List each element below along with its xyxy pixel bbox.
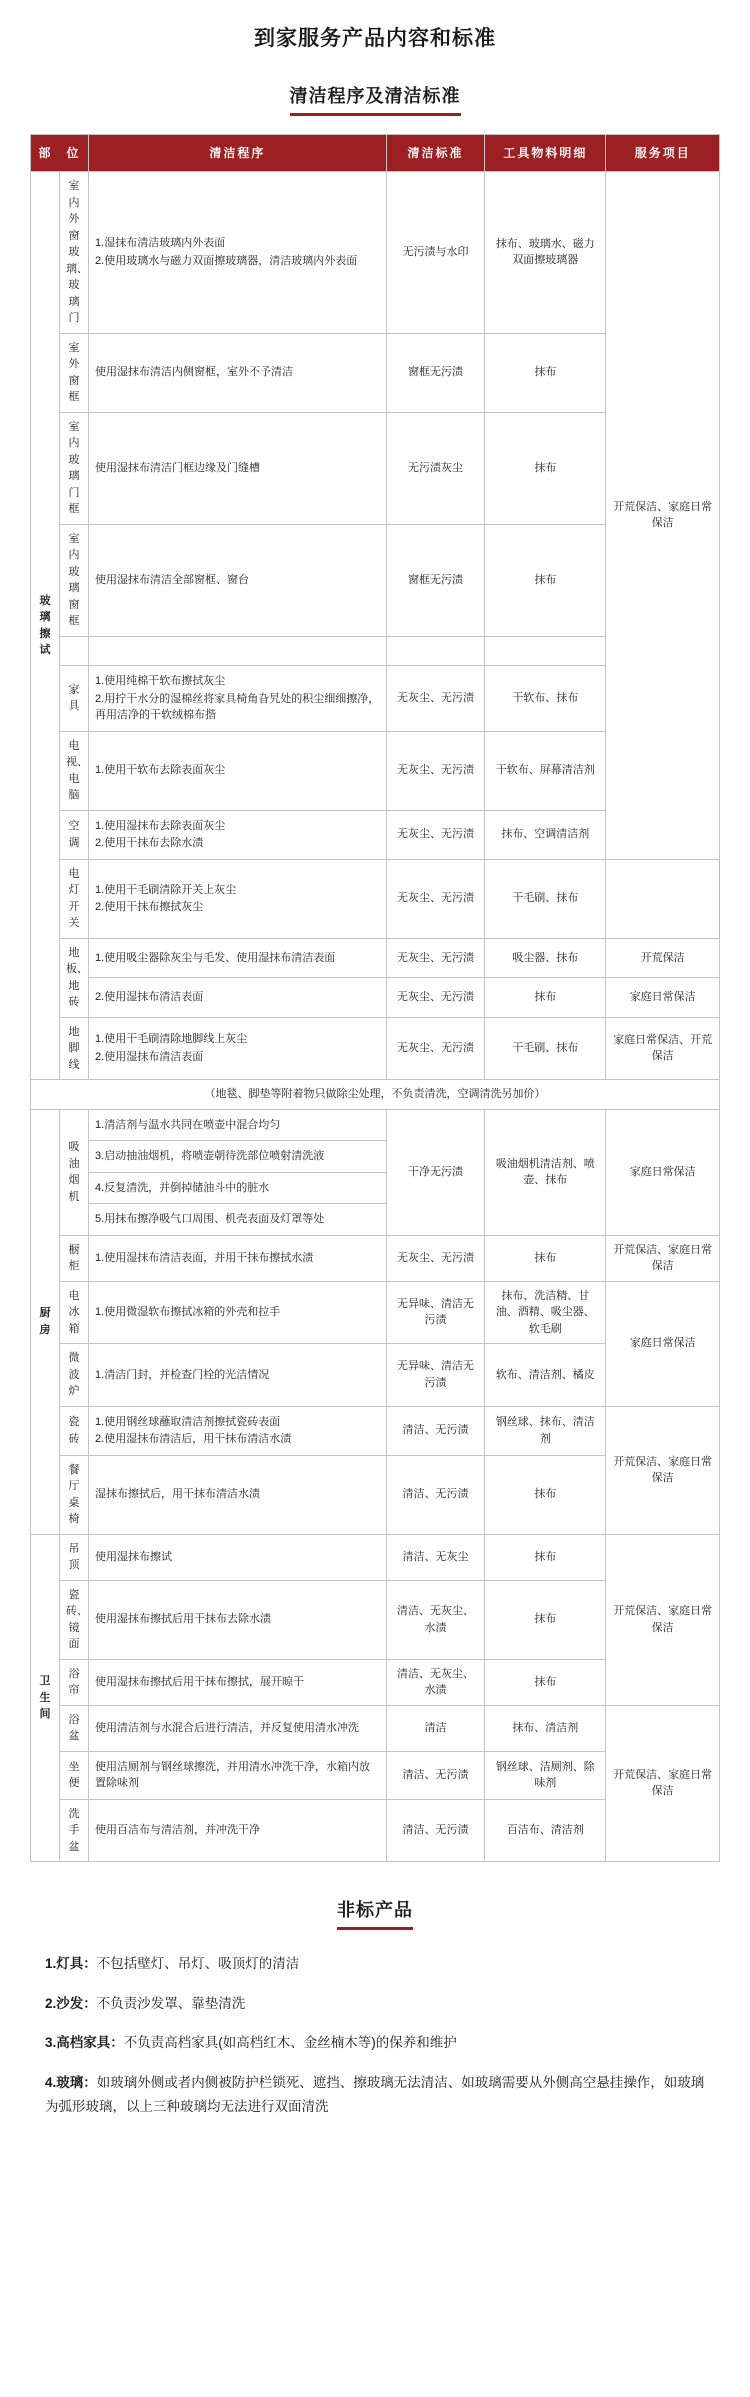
proc-line: 5.用抹布擦净吸气口周围、机壳表面及灯罩等处 [95,1213,325,1225]
table-row [31,1534,720,1580]
cell-item: 瓷砖、镜面 [60,1580,89,1659]
cell-service: 家庭日常保洁 [606,978,720,1018]
cell-standard: 清洁、无灰尘、水渍 [386,1580,484,1659]
cell-procedure [89,1344,387,1407]
list-item-label: 1.灯具： [45,1956,97,1971]
cell-procedure [89,859,387,938]
cell-tools: 抹布 [485,1455,606,1534]
proc-line: 1.使用干软布去除表面灰尘 [95,764,226,777]
list-item-label: 2.沙发： [45,1995,97,2011]
list-item-label: 3.高档家具： [45,2035,124,2051]
cell-item: 吊顶 [60,1534,89,1580]
cell-service: 开荒保洁、家庭日常保洁 [606,1705,720,1862]
cell-standard: 无污渍灰尘 [386,412,484,524]
list-item [45,2071,705,2118]
cell-standard: 清洁 [386,1705,484,1751]
cell-procedure [89,810,387,859]
cell-procedure [89,978,387,1018]
list-item-label: 4.玻璃： [45,2074,97,2090]
cell-item [60,636,89,666]
list-item-text: 如玻璃外侧或者内侧被防护栏锁死、遮挡、擦玻璃无法清洁、如玻璃需要从外侧高空悬挂操作，如玻璃为弧形玻璃，以上三种玻璃均无法进行双面清洗 [45,2074,705,2114]
cell-service: 开荒保洁、家庭日常保洁 [606,1406,720,1534]
proc-line: 2.使用干抹布去除水渍 [95,837,204,849]
proc-line: 1.使用吸尘器除灰尘与毛发、使用湿抹布清洁表面 [95,951,336,964]
table-row [31,978,720,1018]
table-row [31,1406,720,1455]
cell-tools: 抹布 [485,1580,606,1659]
cell-item: 餐厅桌椅 [60,1455,89,1534]
cell-tools [485,636,606,666]
cell-item: 浴盆 [60,1705,89,1751]
cell-procedure [89,1534,387,1580]
table-row [31,1705,720,1751]
cell-procedure [89,1705,387,1751]
proc-line: 使用湿抹布擦拭后用干抹布擦拭，展开晾干 [95,1675,305,1688]
cell-service: 开荒保洁、家庭日常保洁 [606,172,720,860]
cell-item: 室内玻璃门框 [60,412,89,524]
cell-standard: 清洁、无污渍 [386,1751,484,1799]
proc-line: 使用湿抹布清洁门框边缘及门缝槽 [95,461,261,474]
cell-procedure [89,1172,387,1204]
proc-line: 1.使用湿抹布清洁表面，并用干抹布擦拭水渍 [95,1251,314,1264]
cell-tools: 抹布 [485,1659,606,1705]
cell-tools: 抹布 [485,1235,606,1281]
proc-line: 1.使用钢丝球蘸取清洁剂擦拭瓷砖表面 [95,1415,281,1428]
proc-line: 使用洁厕剂与钢丝球擦洗，并用清水冲洗干净，水箱内放置除味剂 [95,1760,371,1789]
list-item [45,2031,705,2055]
page-title: 到家服务产品内容和标准 [254,27,496,50]
proc-line: 3.启动抽油烟机，将喷壶朝待洗部位喷射清洗液 [95,1150,325,1162]
cell-procedure [89,731,387,810]
proc-line: 使用湿抹布擦试 [95,1550,173,1563]
cell-service: 家庭日常保洁 [606,1109,720,1235]
cell-procedure [89,1659,387,1705]
list-item [45,1992,705,2016]
table-row [31,1235,720,1281]
cell-item: 室内玻璃窗框 [60,524,89,636]
cell-tools: 抹布 [485,978,606,1018]
table-row [31,1017,720,1080]
table-header-row [31,135,720,172]
nonstandard-list [45,1952,705,2174]
header-part: 部 位 [31,135,89,172]
cell-tools: 干毛刷、抹布 [485,859,606,938]
cell-tools: 干软布、屏幕清洁剂 [485,731,606,810]
table-row [31,938,720,978]
cell-standard: 无灰尘、无污渍 [386,859,484,938]
cell-standard: 无污渍与水印 [386,172,484,334]
cell-item: 坐便 [60,1751,89,1799]
cell-tools: 抹布 [485,412,606,524]
note-text: （地毯、脚垫等附着物只做除尘处理，不负责清洗，空调清洗另加价） [31,1080,720,1110]
cell-standard: 清洁、无灰尘、水渍 [386,1659,484,1705]
cell-tools: 百洁布、清洁剂 [485,1799,606,1862]
header-standard: 清洁标准 [386,135,484,172]
cell-tools: 抹布、玻璃水、磁力双面擦玻璃器 [485,172,606,334]
proc-line: 2.使用湿抹布清洁后，用干抹布清洁水渍 [95,1433,292,1445]
header-tools: 工具物料明细 [485,135,606,172]
cell-service: 开荒保洁、家庭日常保洁 [606,1235,720,1281]
cell-tools: 干毛刷、抹布 [485,1017,606,1080]
cleaning-standards-table [30,134,720,1862]
cell-procedure [89,1799,387,1862]
proc-line: 2.使用湿抹布清洁表面 [95,1050,204,1063]
cell-service: 开荒保洁 [606,938,720,978]
proc-line: 使用湿抹布清洁内侧窗框，室外不予清洁 [95,366,294,379]
proc-line: 2.使用湿抹布清洁表面 [95,991,204,1003]
cell-standard: 无灰尘、无污渍 [386,731,484,810]
header-service: 服务项目 [606,135,720,172]
proc-line: 1.清洁门封，并检查门栓的光洁情况 [95,1368,270,1381]
cell-procedure [89,412,387,524]
cell-item: 室外窗框 [60,333,89,412]
cell-procedure [89,1141,387,1173]
cell-procedure [89,172,387,334]
cell-item: 家具 [60,666,89,732]
cell-standard: 窗框无污渍 [386,333,484,412]
cell-item: 电灯开关 [60,859,89,938]
proc-line: 使用湿抹布清洁全部窗框、窗台 [95,573,250,586]
table-row [31,172,720,334]
cell-standard: 清洁、无污渍 [386,1799,484,1862]
proc-line: 湿抹布擦拭后，用干抹布清洁水渍 [95,1488,261,1501]
cell-tools: 吸尘器、抹布 [485,938,606,978]
cell-tools: 钢丝球、洁厕剂、除味剂 [485,1751,606,1799]
list-item-text: 不包括壁灯、吊灯、吸顶灯的清洁 [96,1956,300,1971]
cell-item: 洗手盆 [60,1799,89,1862]
cell-procedure [89,1109,387,1141]
cell-item: 室内外窗玻璃、玻璃门 [60,172,89,334]
cell-procedure [89,938,387,978]
cell-tools: 吸油烟机清洁剂、喷壶、抹布 [485,1109,606,1235]
proc-line: 1.使用微湿软布擦拭冰箱的外壳和拉手 [95,1306,281,1318]
section-title-cleaning [0,82,750,116]
list-item [45,1952,705,1976]
cell-standard [386,636,484,666]
cell-tools: 钢丝球、抹布、清洁剂 [485,1406,606,1455]
cell-procedure [89,666,387,732]
cell-part: 卫生间 [31,1534,60,1862]
section-title-nonstandard [0,1896,750,1930]
cell-standard: 窗框无污渍 [386,524,484,636]
cell-standard: 清洁、无污渍 [386,1455,484,1534]
cell-procedure [89,333,387,412]
proc-line: 1.使用干毛刷清除开关上灰尘 [95,883,237,896]
cell-item: 电视、电脑 [60,731,89,810]
cell-procedure [89,1204,387,1236]
cell-procedure [89,636,387,666]
cell-standard: 无灰尘、无污渍 [386,938,484,978]
cell-procedure [89,1406,387,1455]
nonstandard-title-text: 非标产品 [337,1896,413,1930]
cell-item: 地板、地砖 [60,938,89,1017]
cell-standard: 无灰尘、无污渍 [386,978,484,1018]
cell-item: 微波炉 [60,1344,89,1407]
list-item-text: 不负责沙发罩、靠垫清洗 [96,1995,246,2011]
cell-procedure [89,1580,387,1659]
list-item-text: 不负责高档家具(如高档红木、金丝楠木等)的保养和维护 [123,2035,457,2051]
cell-tools: 抹布 [485,1534,606,1580]
cell-procedure [89,1281,387,1344]
cell-standard: 无灰尘、无污渍 [386,810,484,859]
proc-line: 使用湿抹布擦拭后用干抹布去除水渍 [95,1613,272,1626]
proc-line: 1.使用干毛刷清除地脚线上灰尘 [95,1033,248,1046]
proc-line: 4.反复清洗，并倒掉储油斗中的脏水 [95,1181,270,1194]
cell-service: 家庭日常保洁、开荒保洁 [606,1017,720,1080]
cell-standard: 无异味、清洁无污渍 [386,1281,484,1344]
cell-standard: 无灰尘、无污渍 [386,666,484,732]
cell-item: 吸油烟机 [60,1109,89,1235]
cell-item: 地脚线 [60,1017,89,1080]
section-title-text: 清洁程序及清洁标准 [290,82,461,116]
proc-line: 2.使用玻璃水与磁力双面擦玻璃器，清洁玻璃内外表面 [95,254,358,267]
proc-line: 1.使用湿抹布去除表面灰尘 [95,819,226,832]
cell-tools: 抹布 [485,524,606,636]
cell-tools: 干软布、抹布 [485,666,606,732]
table-row [31,1281,720,1344]
proc-line: 2.用拧干水分的湿棉丝将家具椅角旮旯处的积尘细细擦净，再用洁净的干软绒棉布揩 [95,692,380,721]
proc-line: 2.使用干抹布擦拭灰尘 [95,901,204,913]
cell-procedure [89,1751,387,1799]
cell-item: 浴帘 [60,1659,89,1705]
cell-tools: 抹布、清洁剂 [485,1705,606,1751]
cell-part: 厨房 [31,1109,60,1534]
cell-service: 家庭日常保洁 [606,1281,720,1406]
cell-standard: 无灰尘、无污渍 [386,1017,484,1080]
cell-procedure [89,524,387,636]
cell-tools: 抹布、空调清洁剂 [485,810,606,859]
cell-item: 空调 [60,810,89,859]
table-row [31,1109,720,1141]
cell-tools: 抹布、洗洁精、甘油、酒精、吸尘器、软毛刷 [485,1281,606,1344]
proc-line: 使用百洁布与清洁剂，并冲洗干净 [95,1824,261,1836]
cell-tools: 抹布 [485,333,606,412]
header-procedure: 清洁程序 [89,135,387,172]
cell-tools: 软布、清洁剂、橘皮 [485,1344,606,1407]
cell-standard: 无灰尘、无污渍 [386,1235,484,1281]
cell-standard: 清洁、无污渍 [386,1406,484,1455]
proc-line: 1.清洁剂与温水共同在喷壶中混合均匀 [95,1118,281,1131]
cell-standard: 干净无污渍 [386,1109,484,1235]
table-row [31,859,720,938]
proc-line: 使用清洁剂与水混合后进行清洁，并反复使用清水冲洗 [95,1721,360,1734]
cell-item: 电冰箱 [60,1281,89,1344]
cell-procedure [89,1455,387,1534]
proc-line: 1.使用纯棉干软布擦拭灰尘 [95,675,226,687]
proc-line: 1.湿抹布清洁玻璃内外表面 [95,237,226,250]
cell-standard: 无异味、清洁无污渍 [386,1344,484,1407]
cell-procedure [89,1235,387,1281]
cell-item: 橱柜 [60,1235,89,1281]
cell-part: 玻璃擦试 [31,172,60,1080]
cell-procedure [89,1017,387,1080]
table-note-row [31,1080,720,1110]
cell-item: 瓷砖 [60,1406,89,1455]
cell-standard: 清洁、无灰尘 [386,1534,484,1580]
cell-service: 开荒保洁、家庭日常保洁 [606,1534,720,1705]
